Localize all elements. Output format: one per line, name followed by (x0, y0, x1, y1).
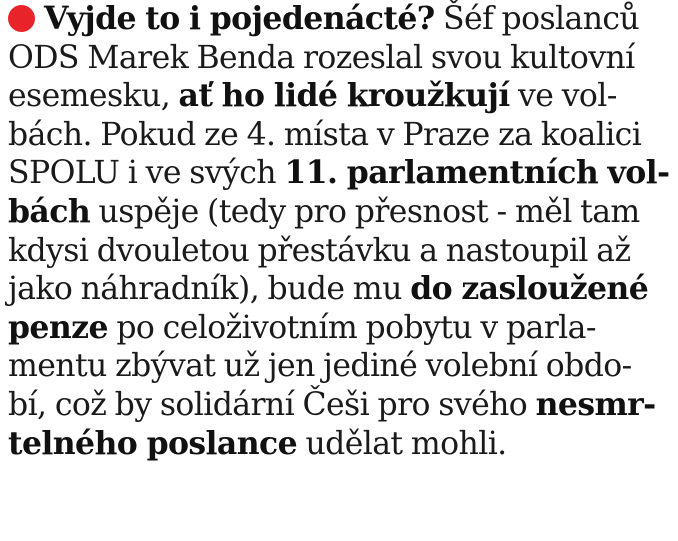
text-line-7 (8, 232, 672, 271)
text-segment: mentu zbývat už jen jediné volební obdo- (8, 348, 632, 385)
bold-segment: nesmr- (535, 385, 656, 423)
red-bullet-icon (8, 5, 35, 32)
bold-segment: 11. parlamentních vol- (284, 154, 670, 192)
text-segment: kdysi dvouletou přestávku a nastoupil až (8, 232, 631, 269)
text-segment: bách. Pokud ze 4. místa v Praze za koalici (8, 116, 642, 153)
article-text (8, 0, 672, 463)
text-line-9 (8, 309, 672, 348)
text-line-12 (8, 425, 672, 464)
text-line-8 (8, 270, 672, 309)
text-line-11 (8, 386, 672, 425)
text-segment: Šéf poslanců (434, 1, 640, 37)
bold-segment: penze (8, 308, 108, 346)
text-line-2 (8, 39, 672, 78)
text-line-5 (8, 154, 672, 193)
text-line-3 (8, 77, 672, 116)
text-segment: ODS Marek Benda rozeslal svou kultovní (8, 39, 635, 76)
text-segment: esemesku, (8, 78, 179, 115)
text-segment: udělat mohli. (297, 425, 507, 462)
text-line-10 (8, 347, 672, 386)
bold-segment: bách (8, 192, 91, 230)
text-segment: uspěje (tedy pro přesnost - měl tam (90, 193, 640, 230)
text-segment: jako náhradník), bude mu (8, 271, 411, 308)
text-segment: po celoživotním pobytu v parla- (107, 309, 596, 346)
text-line-4 (8, 116, 672, 155)
text-segment: SPOLU i ve svých (8, 155, 285, 192)
bold-segment: do zasloužené (410, 270, 649, 308)
text-segment: bí, což by solidární Češi pro svého (8, 386, 536, 423)
text-segment: ve vol- (509, 78, 617, 115)
text-line-1 (8, 0, 672, 39)
text-line-6 (8, 193, 672, 232)
bold-segment: ať ho lidé kroužkují (178, 77, 510, 115)
bold-segment: telného poslance (8, 424, 298, 462)
headline-lead: Vyjde to i pojedenácté? (44, 0, 435, 37)
